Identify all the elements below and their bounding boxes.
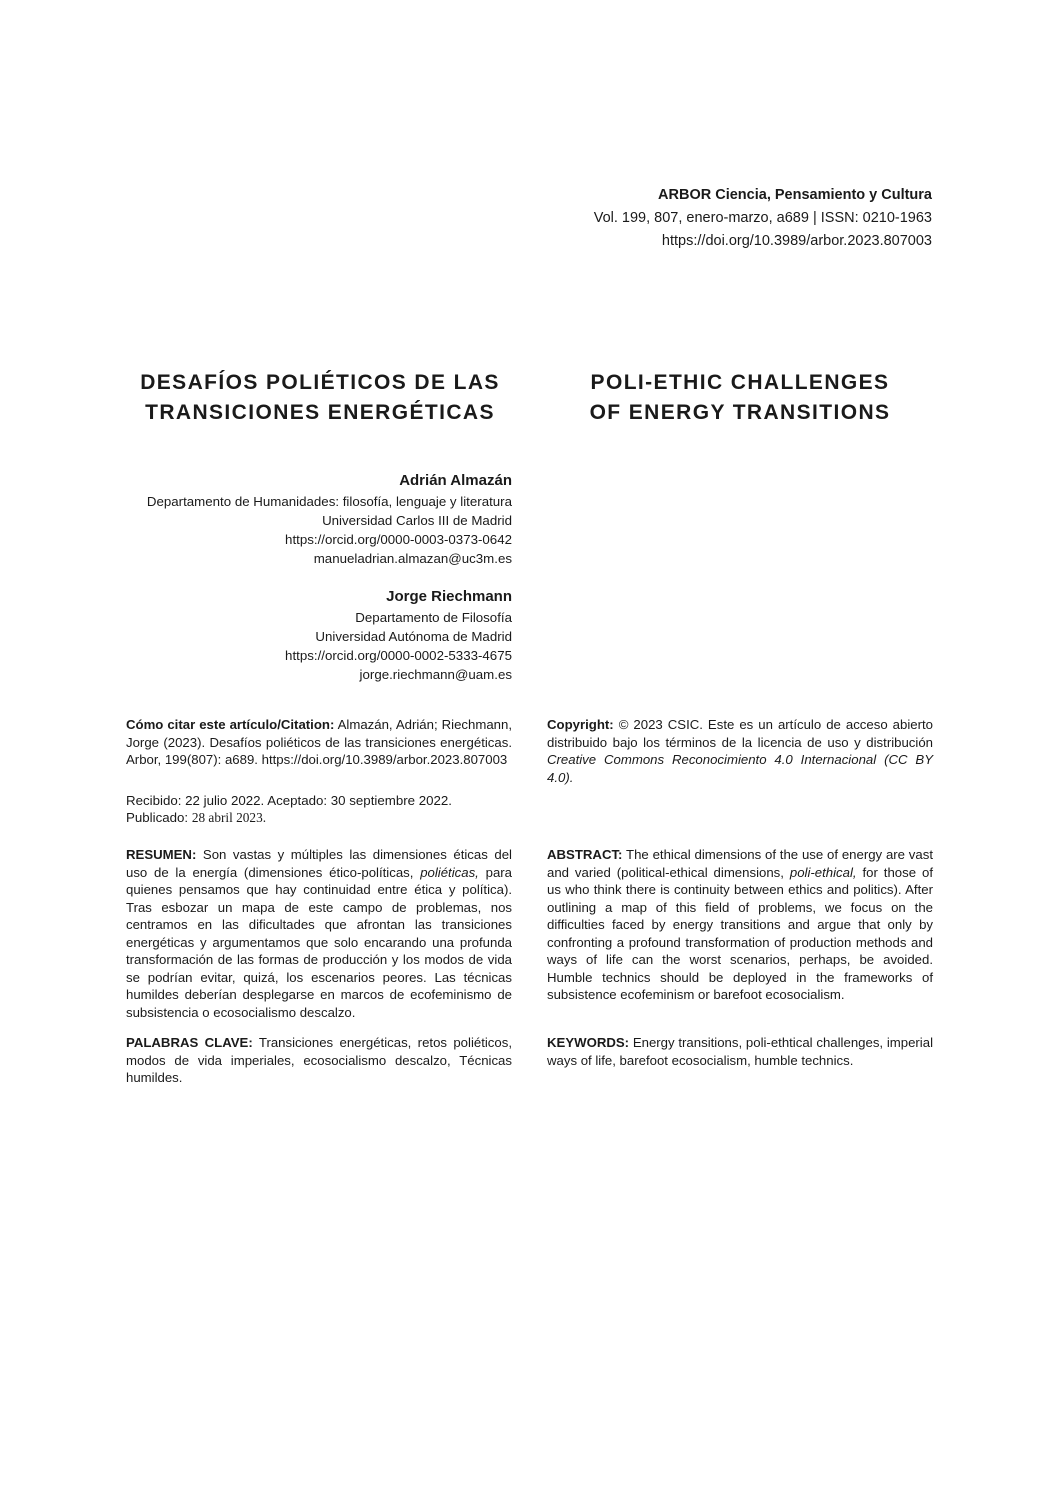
citation-block — [126, 716, 512, 769]
journal-volume: Vol. 199, 807, enero-marzo, a689 | ISSN: 0210-1963 — [593, 210, 932, 226]
title-english — [530, 368, 950, 428]
copyright-label: Copyright: — [547, 717, 614, 732]
palabras-clave-text: Transiciones energéticas, retos poliéticos, modos de vida imperiales, ecosocialismo descalzo, Técnicas humildes. — [126, 1035, 512, 1085]
received-accepted-dates: Recibido: 22 julio 2022. Aceptado: 30 septiembre 2022. — [126, 793, 453, 808]
palabras-clave-label: PALABRAS CLAVE: — [126, 1035, 253, 1050]
copyright-block — [547, 716, 933, 786]
author-email-link[interactable]: manueladrian.almazan@uc3m.es — [313, 551, 512, 566]
abstract-block — [547, 846, 933, 1004]
abstract-label: ABSTRACT: — [547, 847, 623, 862]
resumen-italic-term: poliéticas, — [420, 864, 479, 880]
keywords-text: Energy transitions, poli-ethtical challenges, imperial ways of life, barefoot ecosocialism, humble technics. — [547, 1035, 933, 1068]
journal-doi[interactable]: https://doi.org/10.3989/arbor.2023.807003 — [661, 233, 932, 249]
dates-block — [126, 792, 512, 826]
title-es-line1: DESAFÍOS POLIÉTICOS DE LAS — [140, 371, 500, 394]
author-block — [285, 586, 512, 684]
citation-label: Cómo citar este artículo/Citation: — [126, 717, 335, 732]
author-name: Jorge Riechmann — [386, 588, 512, 605]
resumen-text-after: para quienes pensamos que hay continuidad entre ética y política). Tras esbozar un mapa de este campo de problemas, nos centramos en las dificultades que afrontan las transiciones energéticas y argumentamos que solo encarando una profunda transformación de las formas de producción y los modos de vida se podrían evitar, quizá, los escenarios peores. Las técnicas humildes deberían desplegarse en marcos de ecofeminismo de subsistencia o ecosocialismo descalzo. — [126, 864, 513, 1020]
resumen-block — [126, 846, 512, 1021]
author-department: Departamento de Filosofía — [355, 610, 512, 625]
author-university: Universidad Autónoma de Madrid — [315, 629, 512, 644]
published-label: Publicado: — [126, 810, 189, 825]
resumen-label: RESUMEN: — [126, 847, 197, 862]
author-name: Adrián Almazán — [399, 472, 512, 489]
author-university: Universidad Carlos III de Madrid — [322, 513, 512, 528]
author-department: Departamento de Humanidades: filosofía, lenguaje y literatura — [146, 494, 512, 509]
journal-header — [594, 184, 932, 253]
author-email-link[interactable]: jorge.riechmann@uam.es — [359, 667, 512, 682]
author-orcid-link[interactable]: https://orcid.org/0000-0002-5333-4675 — [285, 648, 512, 663]
palabras-clave-block — [126, 1034, 512, 1087]
published-date-line — [126, 809, 512, 826]
published-date: 28 abril 2023. — [191, 810, 267, 825]
title-es-line2: TRANSICIONES ENERGÉTICAS — [145, 401, 495, 424]
keywords-block — [547, 1034, 933, 1069]
abstract-italic-term: poli-ethical, — [789, 864, 857, 880]
citation-text: Almazán, Adrián; Riechmann, Jorge (2023). Desafíos poliéticos de las transiciones energéticas. Arbor, 199(807): a689. https://doi.org/10.3989/arbor.2023.807003 — [126, 717, 512, 767]
abstract-text-after: for those of us who think there is continuity between ethics and politics). After outlining a map of this field of problems, we focus on the difficulties faced by energy transitions and argue that only by confronting a profound transformation of production methods and ways of life can the worst scenarios, perhaps, be avoided. Humble technics should be deployed in the frameworks of subsistence ecofeminism or barefoot ecosocialism. — [547, 864, 933, 1002]
title-en-line1: POLI-ETHIC CHALLENGES — [590, 371, 890, 394]
author-orcid-link[interactable]: https://orcid.org/0000-0003-0373-0642 — [285, 532, 512, 547]
license-link[interactable]: Creative Commons Reconocimiento 4.0 Internacional (CC BY 4.0). — [547, 752, 933, 785]
author-block — [147, 470, 512, 568]
keywords-label: KEYWORDS: — [547, 1035, 630, 1050]
journal-name: ARBOR Ciencia, Pensamiento y Cultura — [658, 187, 932, 203]
title-en-line2: OF ENERGY TRANSITIONS — [589, 401, 891, 424]
title-spanish — [110, 368, 530, 428]
copyright-text: © 2023 CSIC. Este es un artículo de acceso abierto distribuido bajo los términos de la licencia de uso y distribución — [547, 717, 933, 750]
abstract-text-before: The ethical dimensions of the use of energy are vast and varied (political-ethical dimensions, — [547, 847, 933, 880]
resumen-text-before: Son vastas y múltiples las dimensiones éticas del uso de la energía (dimensiones ético-políticas, — [126, 847, 512, 880]
